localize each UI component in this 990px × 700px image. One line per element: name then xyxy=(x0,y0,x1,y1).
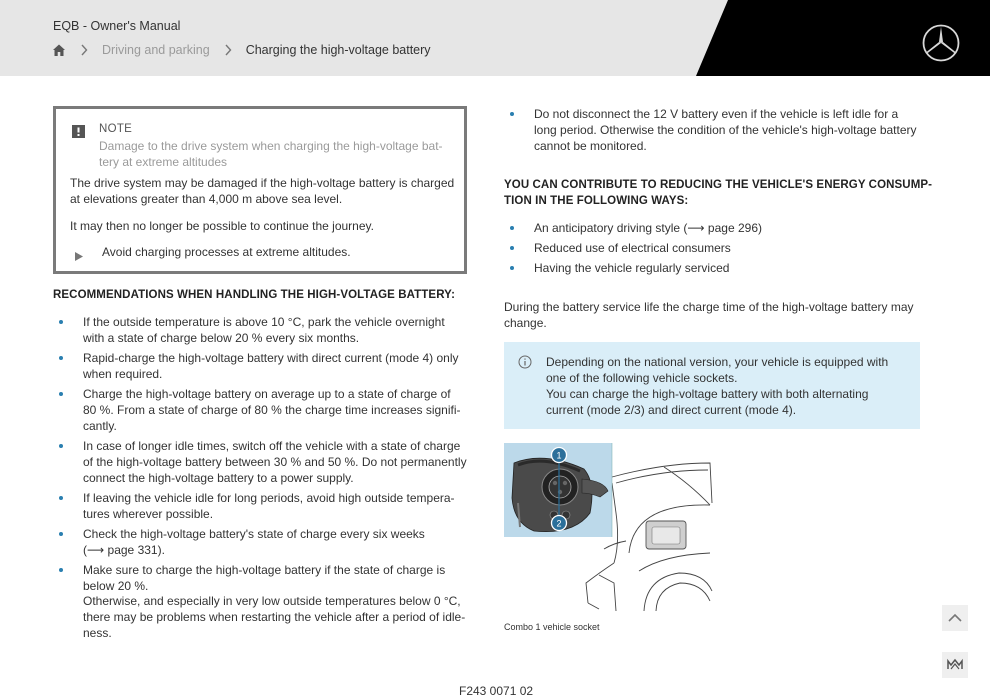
energy-heading: YOU CAN CONTRIBUTE TO REDUCING THE VEHICLE'S ENERGY CONSUMP- TION IN THE FOLLOWING WAYS: xyxy=(504,179,933,207)
bullet-icon xyxy=(59,320,63,324)
list-item: If the outside temperature is above 10 °C, park the vehicle overnight with a state of charge below 20 % every six months. xyxy=(53,314,473,346)
chevron-up-icon xyxy=(942,605,968,631)
play-arrow-icon xyxy=(75,248,83,257)
bullet-icon xyxy=(59,356,63,360)
figure-caption: Combo 1 vehicle socket xyxy=(504,622,600,632)
mb-logo-button[interactable] xyxy=(942,652,968,678)
service-life-text: During the battery service life the charge time of the high-voltage battery may change. xyxy=(504,300,914,330)
svg-text:2: 2 xyxy=(556,518,562,529)
note-label: NOTE xyxy=(99,123,133,135)
list-item: Reduced use of electrical consumers xyxy=(504,240,934,256)
header-bar xyxy=(0,0,990,76)
list-item: Make sure to charge the high-voltage battery if the state of charge is below 20 %. xyxy=(53,562,473,594)
note-subtitle: Damage to the drive system when charging the high-voltage bat- tery at extreme altitudes xyxy=(99,139,443,169)
warning-icon xyxy=(72,125,85,138)
note-action: Avoid charging processes at extreme altitudes. xyxy=(102,245,351,259)
recommendations-extra: Otherwise, and especially in very low outside temperatures below 0 °C, there may be problems when restarting the vehicle after a period of idle- ness. xyxy=(83,594,466,640)
note-box xyxy=(53,106,467,274)
bullet-icon xyxy=(59,568,63,572)
bullet-icon xyxy=(59,496,63,500)
list-item: If leaving the vehicle idle for long periods, avoid high outside tempera- tures wherever possible. xyxy=(53,490,473,522)
chevron-right-icon xyxy=(79,43,89,57)
list-item: In case of longer idle times, switch off the vehicle with a state of charge of the high-voltage battery between 30 % and 50 %. Do not permanently connect the high-voltage battery to a power supply. xyxy=(53,438,473,486)
manual-title: EQB - Owner's Manual xyxy=(53,19,181,33)
breadcrumb-current: Charging the high-voltage battery xyxy=(245,43,431,57)
bullet-icon xyxy=(510,226,514,230)
list-item: An anticipatory driving style (⟶ page 296) xyxy=(504,220,934,236)
bullet-icon xyxy=(59,532,63,536)
recommendations-heading: RECOMMENDATIONS WHEN HANDLING THE HIGH-VOLTAGE BATTERY: xyxy=(53,289,456,301)
bullet-icon xyxy=(510,266,514,270)
chevron-right-icon xyxy=(223,43,233,57)
energy-list xyxy=(504,220,934,280)
svg-text:1: 1 xyxy=(556,450,562,461)
home-icon[interactable] xyxy=(52,43,66,57)
note-text-2: It may then no longer be possible to continue the journey. xyxy=(70,219,374,233)
list-item: Having the vehicle regularly serviced xyxy=(504,260,934,276)
mercedes-benz-emblem-icon xyxy=(942,652,968,678)
note-text: The drive system may be damaged if the high-voltage battery is charged at elevations greater than 4,000 m above sea level. xyxy=(70,176,455,206)
mercedes-star-icon xyxy=(921,23,961,63)
info-box xyxy=(504,342,920,429)
info-icon xyxy=(518,355,532,369)
list-item: Rapid-charge the high-voltage battery with direct current (mode 4) only when required. xyxy=(53,350,473,382)
scroll-to-top-button[interactable] xyxy=(942,605,968,631)
bullet-icon xyxy=(510,246,514,250)
battery-list xyxy=(504,106,934,158)
list-item: Check the high-voltage battery's state of charge every six weeks (⟶ page 331). xyxy=(53,526,473,558)
figure-code: F243 0071 02 xyxy=(459,684,534,698)
bullet-icon xyxy=(510,112,514,116)
info-text: Depending on the national version, your vehicle is equipped with one of the following vehicle sockets. You can charge the high-voltage battery with both alternating current (mode 2/3) and direct current (mode 4). xyxy=(546,355,889,417)
breadcrumb xyxy=(52,41,431,59)
recommendations-list xyxy=(53,314,473,598)
list-item: Charge the high-voltage battery on average up to a state of charge of 80 %. From a state of charge of 80 % the charge time increases signifi- cantly. xyxy=(53,386,473,434)
list-item: Do not disconnect the 12 V battery even if the vehicle is left idle for a long period. Otherwise the condition of the vehicle's high-voltage battery cannot be monitored. xyxy=(504,106,934,154)
bullet-icon xyxy=(59,444,63,448)
vehicle-socket-figure xyxy=(504,443,714,615)
bullet-icon xyxy=(59,392,63,396)
breadcrumb-link-driving[interactable]: Driving and parking xyxy=(102,43,210,57)
